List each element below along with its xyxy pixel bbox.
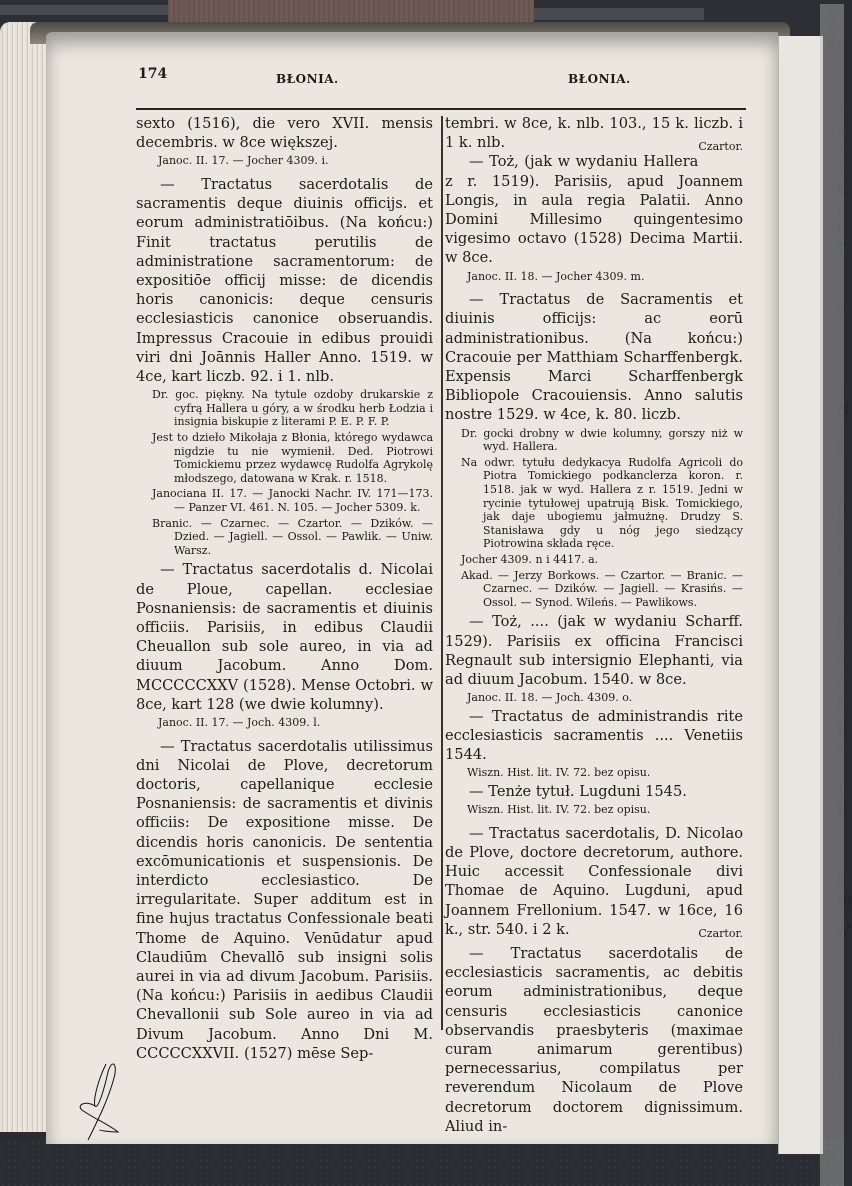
right-column	[445, 114, 743, 1136]
next-page-fragment: N	[836, 400, 850, 419]
next-page-fragment: k	[836, 690, 846, 709]
next-page-fragment: 5	[836, 650, 847, 669]
next-page-fragment: c	[836, 160, 845, 179]
page-stack-edges	[0, 22, 52, 1132]
running-head-left: BŁONIA.	[276, 72, 339, 86]
entry-text: — Tractatus sacerdotalis d. Nicolai de Ploue, capellan. ecclesiae Posnaniensis: de sacramentis et diuinis officiis. Parisiis, in edibus Claudii Cheuallon sub sole aureo, in via ad diuum Jacobum. Anno Dom. MCCCCCXXV (1528). Mense Octobri. w 8ce, kart 128 (we dwie kolumny).	[136, 561, 433, 713]
page-header	[136, 66, 746, 94]
next-page-fragment: s	[836, 100, 845, 119]
watermark-url: www.estreicher.uj.edu.pl	[825, 1025, 838, 1160]
next-page-fragment: w	[836, 920, 850, 939]
entry-text: — Tractatus sacerdotalis utilissimus dni Nicolai de Plove, decretorum doctoris, capellanique ecclesie Posnaniensis: de sacramentis et divinis officiis: De expositione misse. De dicendis horis canonicis. De sententia excōmunicationis et suspensionis. De interdicto ecclesiastico. De irregularitate. Super additum est in fine hujus tractatus Confessionale beati Thome de Aquino. Venūdatur apud Claudiūm Chevallō sub insigni solis aurei in via ad divum Jacobum. Parisiis. (Na końcu:) Parisiis in aedibus Claudii Chevallonii sub Sole aureo in via ad Divum Jacobum. Anno Dni M. CCCCCXXVII. (1527) mēse Sep-	[136, 737, 433, 1062]
entry-note: Dr. gocki drobny w dwie kolumny, gorszy niż w wyd. Hallera.	[461, 426, 743, 454]
handwritten-signature	[68, 1060, 138, 1150]
page-number: 174	[138, 66, 168, 82]
next-page-fragment: v	[836, 520, 846, 539]
entry-text: — Tractatus sacerdotalis de sacramentis deque diuinis officijs. et eorum administratiōibus. (Na końcu:) Finit tractatus perutilis de administratione sacramentorum: de expositiōe officij misse: de dicendis horis canonicis: deque censuris ecclesiasticis canonice obseruandis. Impressus Cracouie in edibus prouidi viri dni Joānnis Haller Anno. 1519. w 4ce, kart liczb. 92. i 1. nlb.	[136, 176, 433, 386]
next-page-fragment: n	[836, 610, 847, 629]
next-page-fragment: t	[836, 630, 843, 649]
header-rule	[136, 108, 746, 110]
entry-note: Dr. goc. piękny. Na tytule ozdoby drukarskie z cyfrą Hallera u góry, a w środku herb Łodzia i insignia biskupie z literami P. E. P. F. P.	[152, 388, 433, 429]
next-page-fragment: v	[836, 440, 846, 459]
library-tag: Czartor.	[698, 140, 743, 154]
entry-text: — Tractatus de Sacramentis et diuinis officijs: ac eorū administrationibus. (Na końcu:) Cracouie per Matthiam Scharffenbergk. Expensis Marci Scharffenbergk Bibliopole Cracouiensis. Anno salutis nostre 1529. w 4ce, k. 80. liczb.	[445, 291, 743, 424]
entry-text: sexto (1516), die vero XVII. mensis decembris. w 8ce większej.	[136, 115, 433, 152]
next-page-fragment: r	[836, 670, 844, 689]
next-page-fragment: t	[836, 560, 843, 579]
column-divider	[441, 116, 443, 1030]
entry-text: — Toż, (jak w wydaniu Hallera z r. 1519). Parisiis, apud Joannem Longis, in aula regia Palatii. Anno Domini Millesimo quingentesimo vigesimo octavo (1528) Decima Martii. w 8ce.	[445, 153, 743, 267]
running-head-right: BŁONIA.	[568, 72, 631, 86]
entry-note: Akad. — Jerzy Borkows. — Czartor. — Branic. — Czarnec. — Dzików. — Jagiell. — Krasińs. — Ossol. — Synod. Wileńs. — Pawlikows.	[461, 568, 743, 609]
entry-reference: Wiszn. Hist. lit. IV. 72. bez opisu.	[467, 803, 651, 817]
entry-text-body: — Tractatus sacerdotalis, D. Nicolao de Plove, doctore decretorum, authore. Huic accessit Confessionale divi Thomae de Aquino. Lugduni, apud Joannem Frellonium. 1547. w 16ce, 16 k., str. 540. i 2 k.	[445, 824, 743, 938]
next-page-fragment: l	[836, 540, 842, 559]
entry-reference: Janoc. II. 17. — Jocher 4309. i.	[158, 154, 329, 168]
left-column	[136, 114, 433, 1063]
next-page-fragment: r	[836, 740, 844, 759]
next-page-fragment: t	[836, 220, 843, 239]
entry-notes	[461, 427, 743, 610]
library-tag: Czartor.	[698, 926, 743, 940]
background-shelf	[0, 5, 168, 15]
entry-note: Branic. — Czarnec. — Czartor. — Dzików. — Dzied. — Jagiell. — Ossol. — Pawlik. — Uniw. Warsz.	[152, 516, 433, 557]
next-page-sliver	[778, 36, 823, 1154]
background-shelf-right	[534, 8, 704, 20]
watermark-title: Bibliografia Staropolska, Tom XIII	[825, 8, 838, 189]
next-page-fragment: k	[836, 180, 846, 199]
entry-reference: Wiszn. Hist. lit. IV. 72. bez opisu.	[467, 766, 651, 780]
entry-text	[445, 114, 743, 152]
entry-notes	[152, 388, 433, 557]
entry-reference: Janoc. II. 18. — Joch. 4309. o.	[467, 691, 633, 705]
next-page-fragment: li	[836, 870, 847, 889]
next-page-fragment: a	[836, 420, 846, 439]
entry-text-body: tembri. w 8ce, k. nlb. 103., 15 k. liczb. i 1 k. nlb.	[445, 115, 743, 152]
entry-note: Jest to dzieło Mikołaja z Błonia, którego wydawca nigdzie tu nie wymienił. Ded. Piotrowi Tomickiemu przez wydawcę Rudolfa Agrykolę młodszego, datowana w Krak. r. 1518.	[152, 431, 433, 485]
next-page-fragment: E	[836, 800, 848, 819]
next-page-fragment: te	[836, 890, 852, 909]
entry-note: Na odwr. tytułu dedykacya Rudolfa Agricoli do Piotra Tomickiego podkanclerza koron. r. 1518. jak w wyd. Hallera z r. 1519. Jedni w rycinie tytułowej upatrują Bisk. Tomickiego, jak daje ubogiemu jałmużnę. Drudzy S. Stanisława gdy u nóg jego siedzący Piotrowina składa ręce.	[461, 455, 743, 551]
next-page-fragment: T	[836, 240, 847, 259]
entry-reference: Janoc. II. 17. — Joch. 4309. l.	[158, 715, 321, 729]
entry-text: — Tenże tytuł. Lugduni 1545.	[469, 782, 687, 800]
next-page-fragment: a	[836, 120, 846, 139]
entry-note: Janociana II. 17. — Janocki Nachr. IV. 171—173. — Panzer VI. 461. N. 105. — Jocher 5309. k.	[152, 487, 433, 514]
entry-text	[445, 824, 743, 939]
entry-text: — Toż, .... (jak w wydaniu Scharff. 1529). Parisiis ex officina Francisci Regnault sub intersignio Elephanti, via ad diuum Jacobum. 1540. w 8ce.	[445, 613, 743, 688]
next-page-fragment: F	[836, 500, 848, 519]
next-page-fragment: 1	[836, 780, 847, 799]
next-page-fragment: r	[836, 140, 844, 159]
entry-note: Jocher 4309. n i 4417. a.	[461, 552, 599, 566]
next-page-fragment: n	[836, 300, 847, 319]
next-page-fragment: E	[836, 720, 848, 739]
entry-reference: Janoc. II. 18. — Jocher 4309. m.	[467, 269, 645, 283]
next-page-fragment: l	[836, 200, 842, 219]
entry-text: — Tractatus de administrandis rite ecclesiasticis sacramentis .... Venetiis 1544.	[445, 707, 743, 764]
next-page-fragment: 5	[836, 380, 847, 399]
entry-text: — Tractatus sacerdotalis de ecclesiasticis sacramentis, ac debitis eorum administrationibus, deque censuris ecclesiasticis canonice observandis praesbyteris (maximae curam animarum gerentibus) pernecessarius, compilatus per reverendum Nicolaum de Plove decretorum doctorem dignissimum. Aliud in-	[445, 944, 743, 1135]
